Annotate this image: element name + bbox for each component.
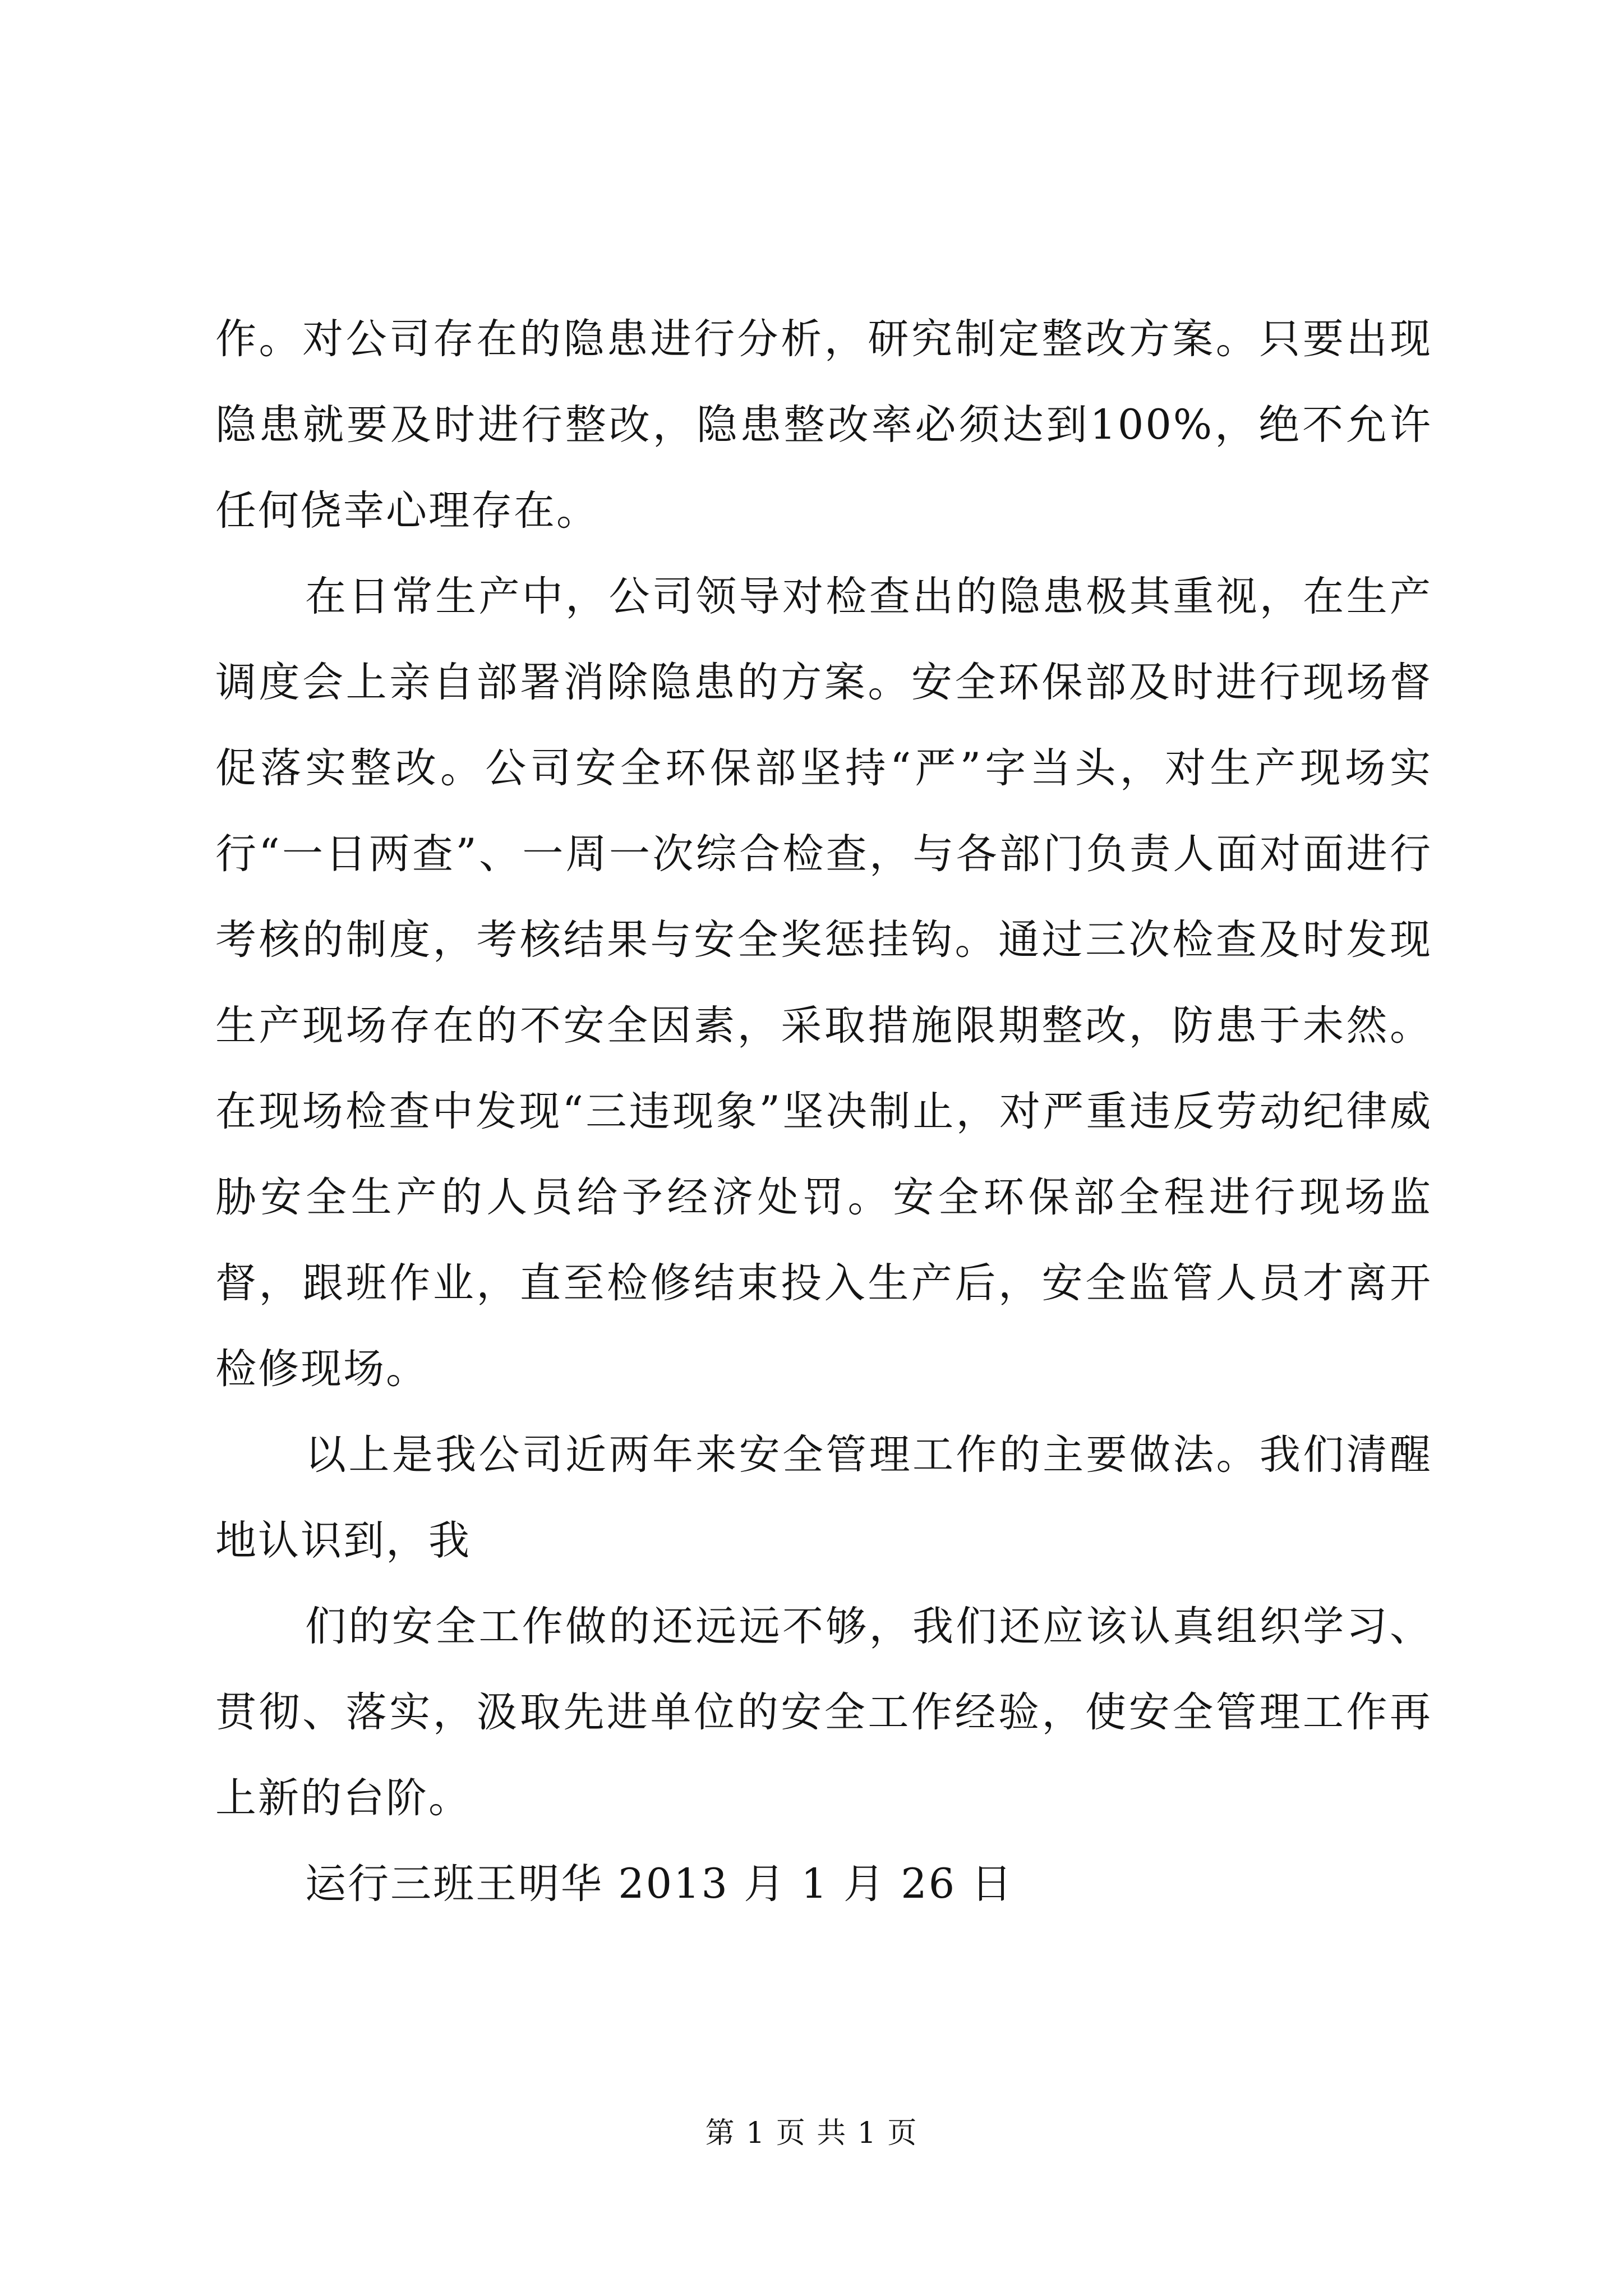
paragraph-inspection: 在日常生产中，公司领导对检查出的隐患极其重视，在生产调度会上亲自部署消除隐患的方案。安全环保部及时进行现场督促落实整改。公司安全环保部坚持“严”字当头，对生产现场实行“一日两查”、一周一次综合检查，与各部门负责人面对面进行考核的制度，考核结果与安全奖惩挂钩。通过三次检查及时发现生产现场存在的不安全因素，采取措施限期整改，防患于未然。在现场检查中发现“三违现象”坚决制止，对严重违反劳动纪律威胁安全生产的人员给予经济处罚。安全环保部全程进行现场监督，跟班作业，直至检修结束投入生产后，安全监管人员才离开检修现场。	[215, 573, 1432, 1393]
page-footer: 第 1 页 共 1 页	[705, 2116, 918, 2150]
paragraph-conclusion: 们的安全工作做的还远远不够，我们还应该认真组织学习、贯彻、落实，汲取先进单位的安全工作经验，使安全管理工作再上新的台阶。	[215, 1603, 1432, 1822]
signature-line: 运行三班王明华 2013 月 1 月 26 日	[305, 1860, 1014, 1908]
paragraph-summary: 以上是我公司近两年来安全管理工作的主要做法。我们清醒地认识到，我	[215, 1431, 1432, 1565]
document-body	[215, 296, 1432, 1927]
paragraph-continuation: 作。对公司存在的隐患进行分析，研究制定整改方案。只要出现隐患就要及时进行整改，隐患整改率必须达到100%，绝不允许任何侥幸心理存在。	[215, 315, 1432, 535]
